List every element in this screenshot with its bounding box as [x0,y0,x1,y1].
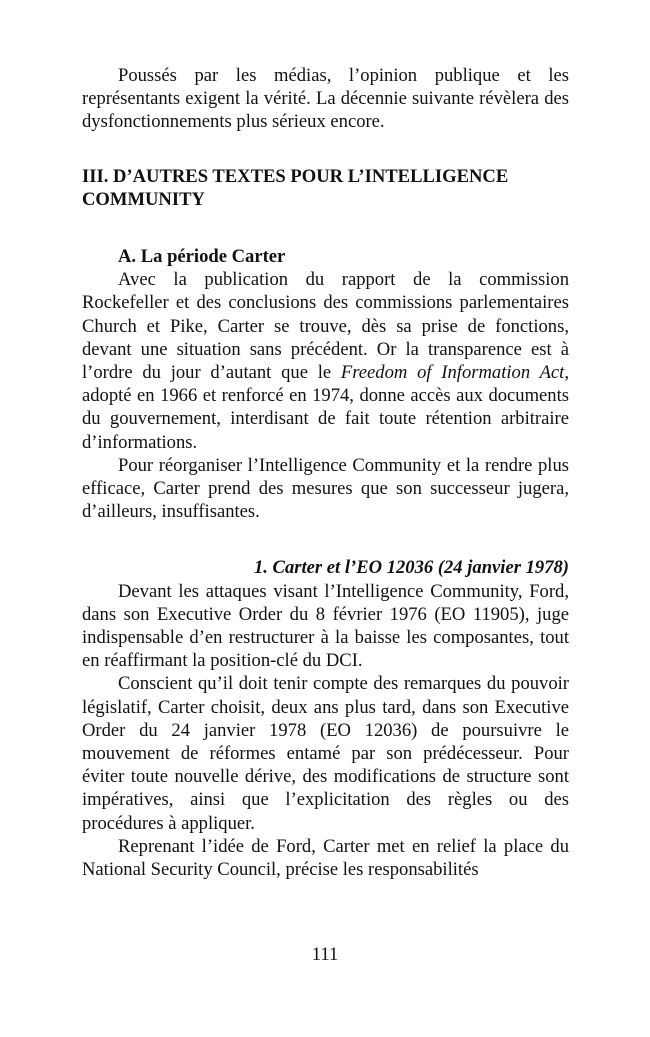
subsub-heading: 1. Carter et l’EO 12036 (24 janvier 1978) [253,557,569,579]
carter-paragraph-2: Pour réorganiser l’Intelligence Community et la rendre plus efficace, Carter prend des mesures que son successeur jugera, d’ailleurs, insuffisantes. [82,454,569,523]
foia-title: Freedom of Information Act, [340,362,569,384]
carter-paragraph-1-text-a: Avec la publication du rapport de la commission Rockefeller et des conclusions des commissions parlementaires Church et Pike, Carter se trouve, dès sa prise de fonctions, devant une situation sans précédent. Or la transparence est à l’ordre du jour d’autant que le [82,269,569,384]
section-heading: III. D’AUTRES TEXTES POUR L’INTELLIGENCE COMMUNITY [82,165,509,210]
carter-paragraph-1-text-b: adopté en 1966 et renforcé en 1974, donne accès aux documents du gouvernement, interdisant de fait toute rétention arbitraire d’informations. [82,385,569,453]
carter-paragraph-1 [82,268,569,454]
subsection-heading: A. La période Carter [118,246,286,268]
intro-paragraph: Poussés par les médias, l’opinion publique et les représentants exigent la vérité. La décennie suivante révèlera des dysfonctionnements plus sérieux encore. [82,65,569,133]
page-number: 111 [311,944,339,965]
eo-paragraph-1: Devant les attaques visant l’Intelligence Community, Ford, dans son Executive Order du 8 février 1976 (EO 11905), juge indispensable d’en restructurer à la baisse les composantes, tout en réaffirmant la position-clé du DCI. [82,580,569,672]
page-body [82,64,569,881]
eo-paragraph-2: Conscient qu’il doit tenir compte des remarques du pouvoir législatif, Carter choisit, deux ans plus tard, dans son Executive Order du 24 janvier 1978 (EO 12036) de poursuivre le mouvement de réformes entamé par son prédécesseur. Pour éviter toute nouvelle dérive, des modifications de structure sont impératives, ainsi que l’explicitation des règles ou des procédures à appliquer. [82,673,569,834]
eo-paragraph-3: Reprenant l’idée de Ford, Carter met en relief la place du National Security Council, précise les responsabilités [82,835,569,881]
